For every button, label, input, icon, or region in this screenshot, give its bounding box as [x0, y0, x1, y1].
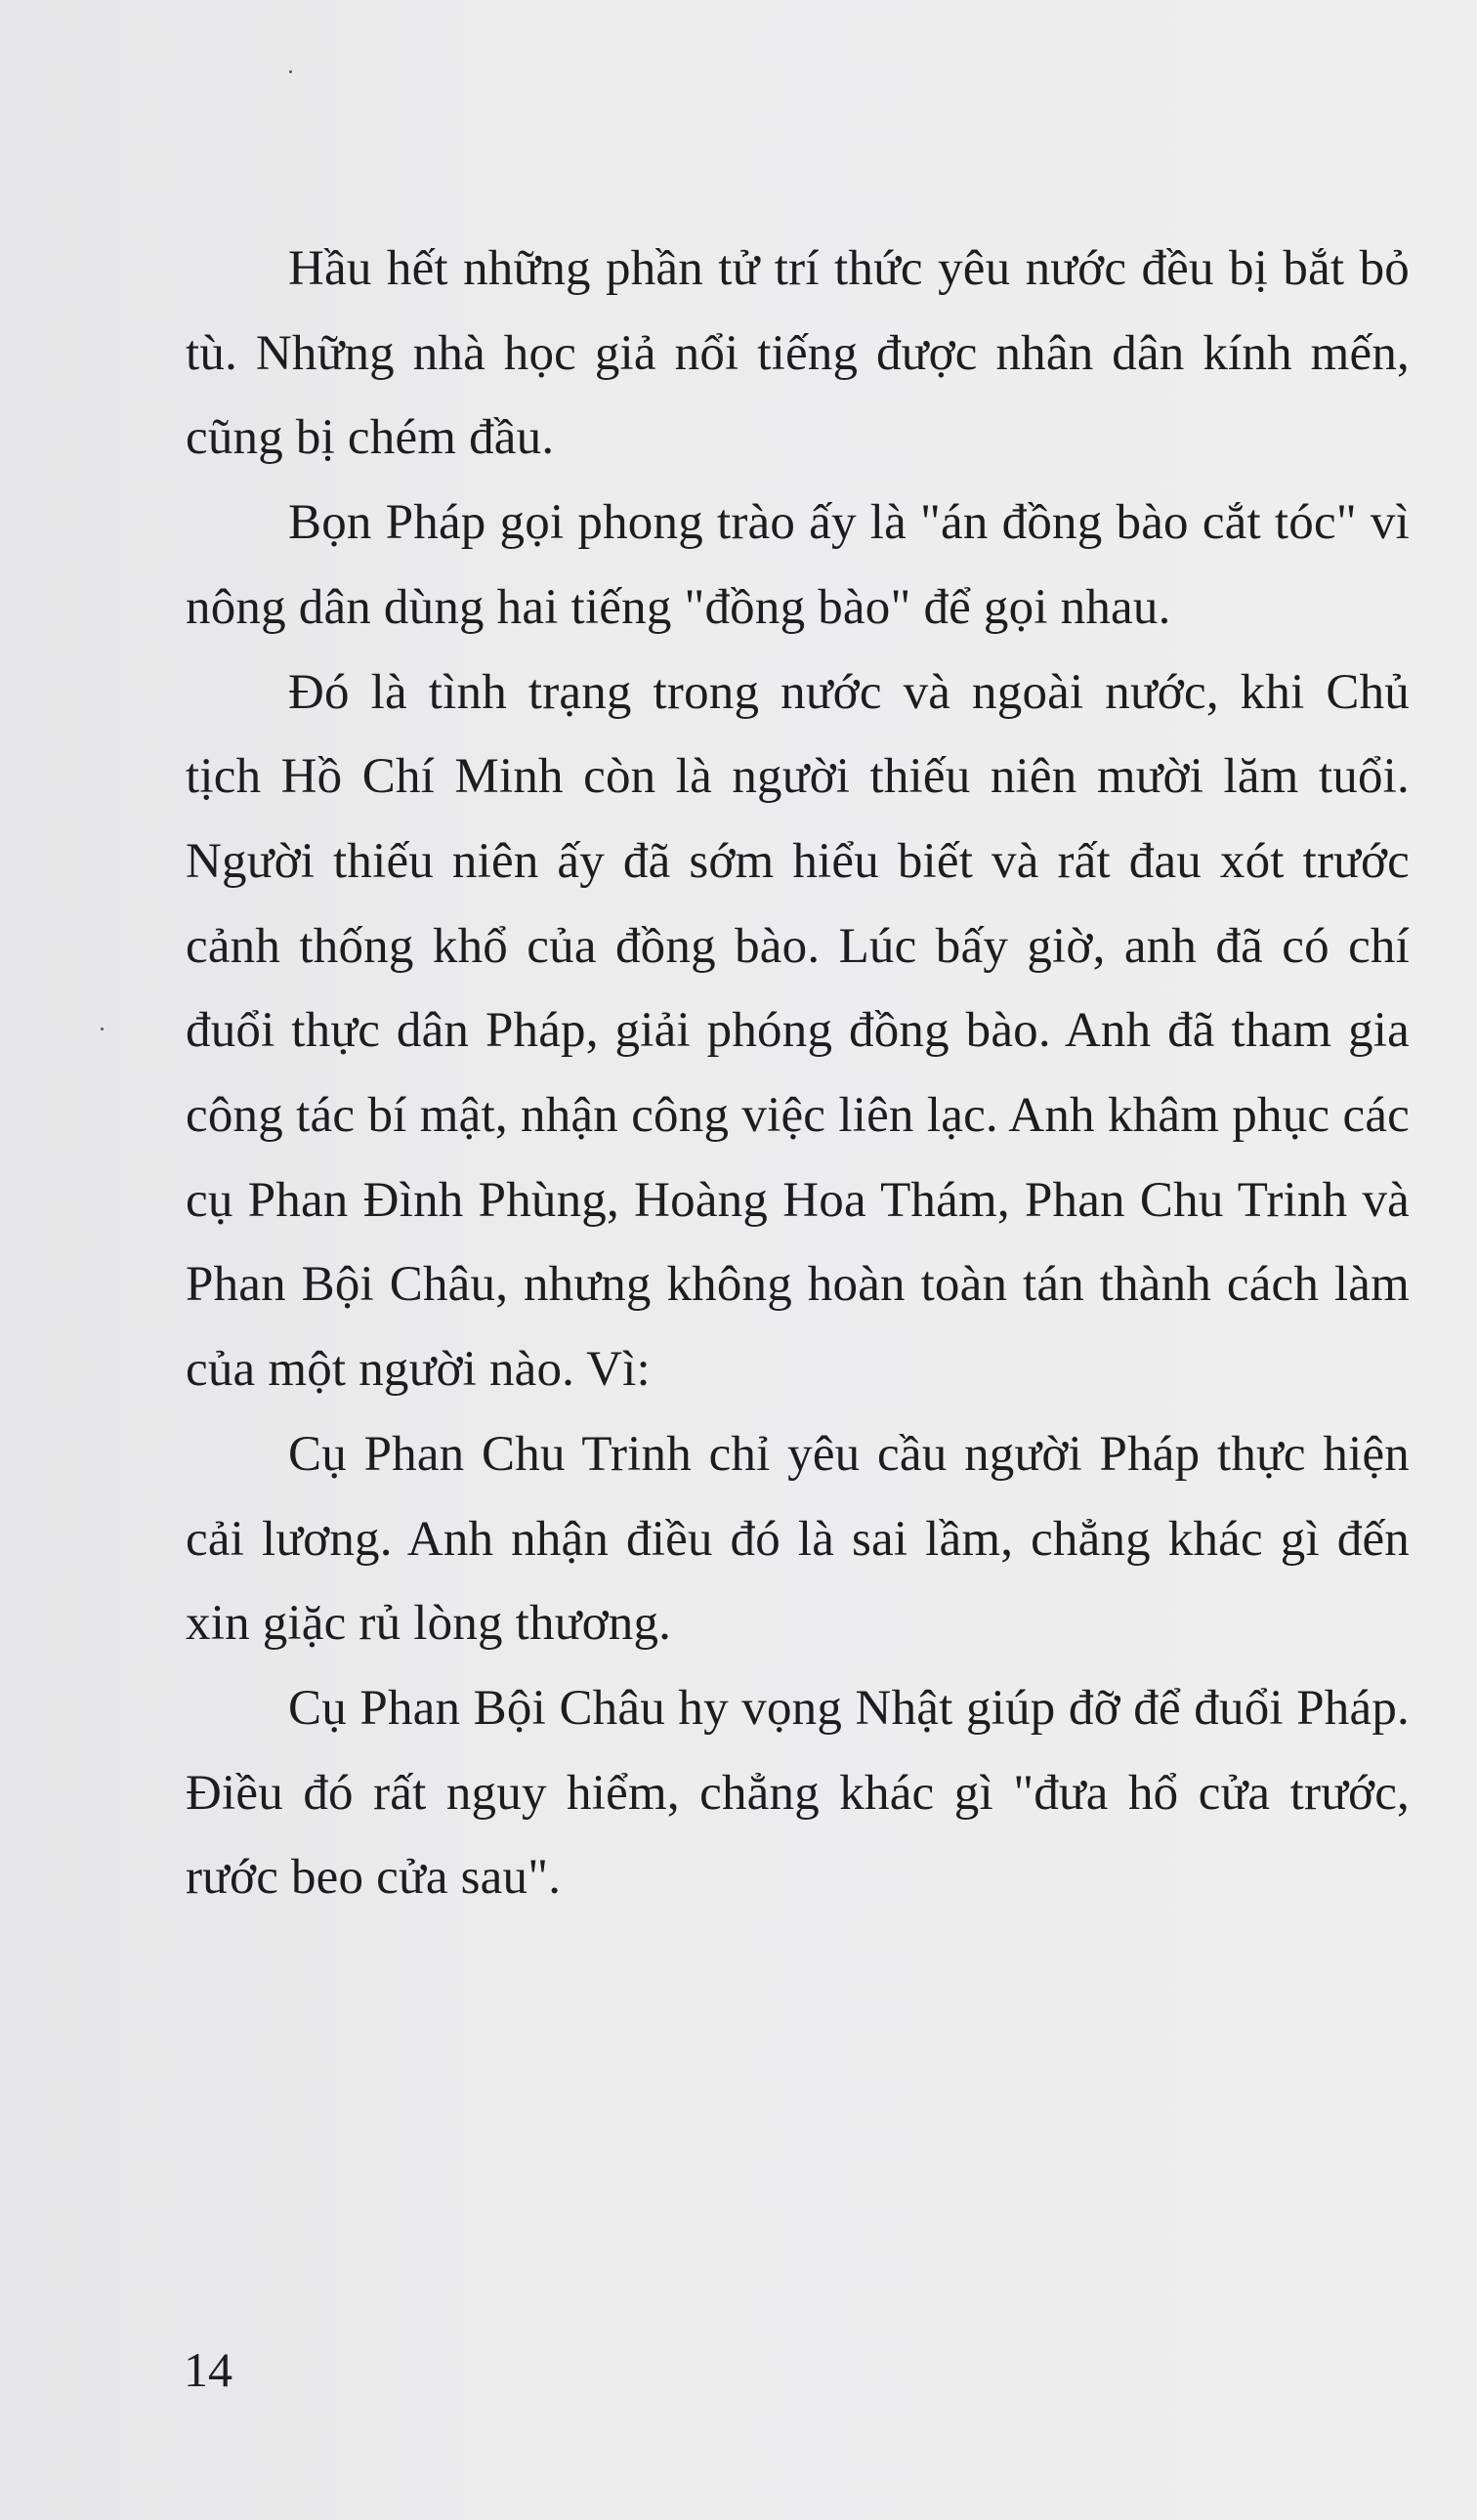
dust-speck	[289, 70, 292, 73]
paragraph: Cụ Phan Bội Châu hy vọng Nhật giúp đỡ để đuổi Pháp. Điều đó rất nguy hiểm, chẳng khác gì "đưa hổ cửa trước, rước beo cửa sau".	[186, 1680, 1410, 1906]
paragraph: Hầu hết những phần tử trí thức yêu nước đều bị bắt bỏ tù. Những nhà học giả nổi tiếng được nhân dân kính mến, cũng bị chém đầu.	[186, 241, 1410, 466]
paragraph: Đó là tình trạng trong nước và ngoài nước, khi Chủ tịch Hồ Chí Minh còn là người thiếu niên mười lăm tuổi. Người thiếu niên ấy đã sớm hiểu biết và rất đau xót trước cảnh thống khổ của đồng bào. Lúc bấy giờ, anh đã có chí đuổi thực dân Pháp, giải phóng đồng bào. Anh đã tham gia công tác bí mật, nhận công việc liên lạc. Anh khâm phục các cụ Phan Đình Phùng, Hoàng Hoa Thám, Phan Chu Trinh và Phan Bội Châu, nhưng không hoàn toàn tán thành cách làm của một người nào. Vì:	[186, 664, 1410, 1398]
body-text	[186, 227, 1410, 1920]
dust-speck	[101, 1028, 104, 1030]
paragraph: Bọn Pháp gọi phong trào ấy là "án đồng bào cắt tóc" vì nông dân dùng hai tiếng "đồng bào" để gọi nhau.	[186, 495, 1410, 635]
paragraph: Cụ Phan Chu Trinh chỉ yêu cầu người Pháp thực hiện cải lương. Anh nhận điều đó là sai lầm, chẳng khác gì đến xin giặc rủ lòng thương.	[186, 1426, 1410, 1652]
page-number: 14	[184, 2342, 232, 2397]
